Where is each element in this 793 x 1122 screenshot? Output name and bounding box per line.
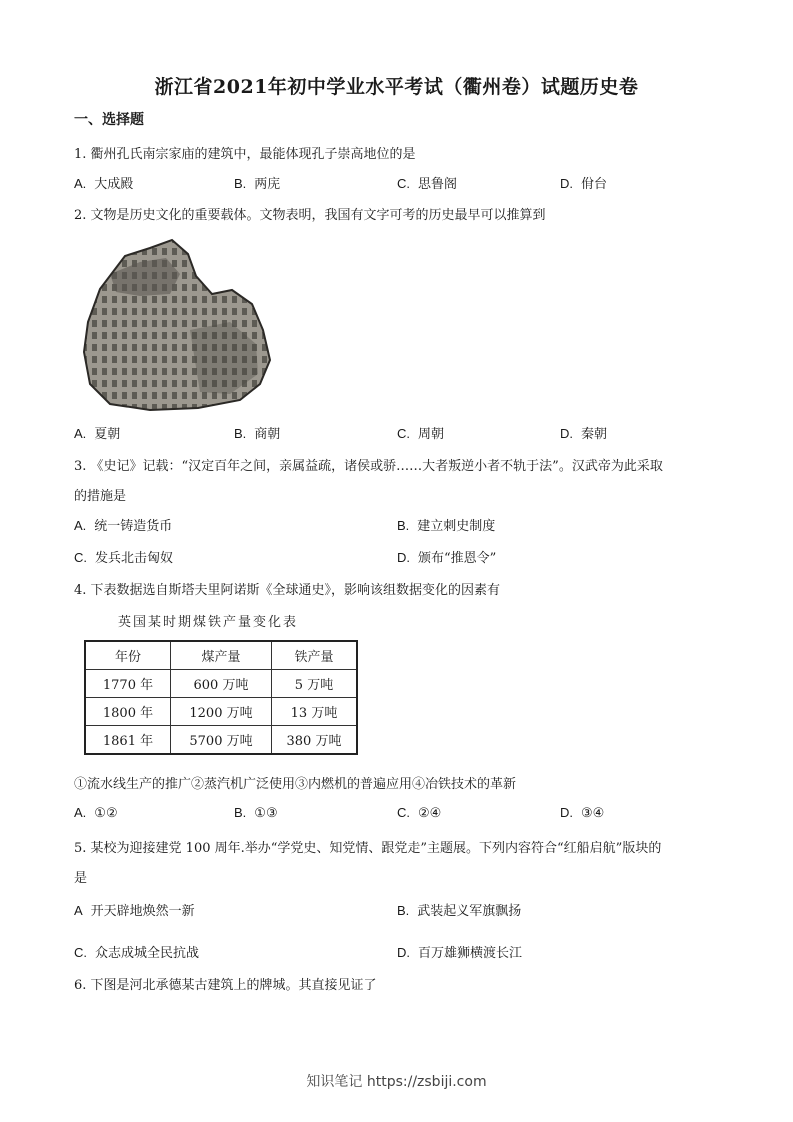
table-row (85, 726, 357, 755)
question-2-option-a[interactable]: A. 夏朝 (74, 426, 121, 442)
table-header-cell: 年份 (85, 641, 171, 670)
table-cell: 5700 万吨 (171, 726, 272, 755)
question-4-option-a[interactable]: A. ①② (74, 805, 118, 821)
question-4-option-b[interactable]: B. ①③ (234, 805, 278, 821)
table-header-cell: 煤产量 (171, 641, 272, 670)
question-2-option-b[interactable]: B. 商朝 (234, 426, 281, 442)
question-5-option-a[interactable]: A 开天辟地焕然一新 (74, 903, 195, 919)
question-6-stem: 6. 下图是河北承德某古建筑上的牌城。其直接见证了 (74, 978, 377, 993)
question-5-option-d[interactable]: D. 百万雄狮横渡长江 (397, 945, 523, 961)
question-1-option-d[interactable]: D. 佾台 (560, 176, 608, 192)
question-4-option-c[interactable]: C. ②④ (397, 805, 442, 821)
question-1-option-c[interactable]: C. 思鲁阁 (397, 176, 458, 192)
table-cell: 1800 年 (85, 698, 171, 726)
question-5-option-c[interactable]: C. 众志成城全民抗战 (74, 945, 200, 961)
table-header-row (85, 641, 357, 670)
page-title: 浙江省2021年初中学业水平考试（衢州卷）试题历史卷 (154, 76, 639, 98)
table-cell: 380 万吨 (272, 726, 358, 755)
question-1-stem: 1. 衢州孔氏南宗家庙的建筑中，最能体现孔子崇高地位的是 (74, 147, 416, 162)
question-3-option-c[interactable]: C. 发兵北击匈奴 (74, 550, 174, 566)
section-heading: 一、选择题 (74, 112, 144, 128)
table-cell: 1861 年 (85, 726, 171, 755)
question-5-stem-cont: 是 (74, 871, 88, 886)
table-row (85, 670, 357, 698)
question-1-option-b[interactable]: B. 两庑 (234, 176, 281, 192)
table-cell: 600 万吨 (171, 670, 272, 698)
question-5-option-b[interactable]: B. 武装起义军旗飘扬 (397, 903, 522, 919)
table-header-cell: 铁产量 (272, 641, 358, 670)
question-4-statement: ①流水线生产的推广②蒸汽机广泛使用③内燃机的普遍应用④冶铁技术的革新 (74, 777, 517, 792)
question-5-stem: 5. 某校为迎接建党 100 周年.举办“学党史、知党情、跟党走”主题展。下列内容符合“红船启航”版块的 (74, 841, 662, 856)
question-3-option-d[interactable]: D. 颁布“推恩令” (397, 550, 497, 566)
table-cell: 1200 万吨 (171, 698, 272, 726)
table-row (85, 698, 357, 726)
question-2-option-d[interactable]: D. 秦朝 (560, 426, 608, 442)
table-cell: 1770 年 (85, 670, 171, 698)
question-3-option-b[interactable]: B. 建立刺史制度 (397, 518, 496, 534)
question-2-stem: 2. 文物是历史文化的重要载体。文物表明，我国有文字可考的历史最早可以推算到 (74, 208, 546, 223)
footer-watermark[interactable]: 知识笔记 https://zsbiji.com (306, 1074, 487, 1090)
question-4-option-d[interactable]: D. ③④ (560, 805, 605, 821)
table-title: 英国某时期煤铁产量变化表 (118, 615, 299, 630)
question-1-option-a[interactable]: A. 大成殿 (74, 176, 134, 192)
question-4-stem: 4. 下表数据选自斯塔夫里阿诺斯《全球通史》，影响该组数据变化的因素有 (74, 583, 501, 598)
question-3-stem: 3. 《史记》记载：“汉定百年之间，亲属益疏，诸侯或骄……大者叛逆小者不轨于法”。汉武帝为此采取 (74, 459, 663, 474)
oracle-bone-image (80, 234, 276, 414)
coal-iron-table (84, 640, 358, 755)
question-3-stem-cont: 的措施是 (74, 489, 127, 504)
table-cell: 13 万吨 (272, 698, 358, 726)
question-3-option-a[interactable]: A. 统一铸造货币 (74, 518, 173, 534)
question-2-option-c[interactable]: C. 周朝 (397, 426, 445, 442)
table-cell: 5 万吨 (272, 670, 358, 698)
